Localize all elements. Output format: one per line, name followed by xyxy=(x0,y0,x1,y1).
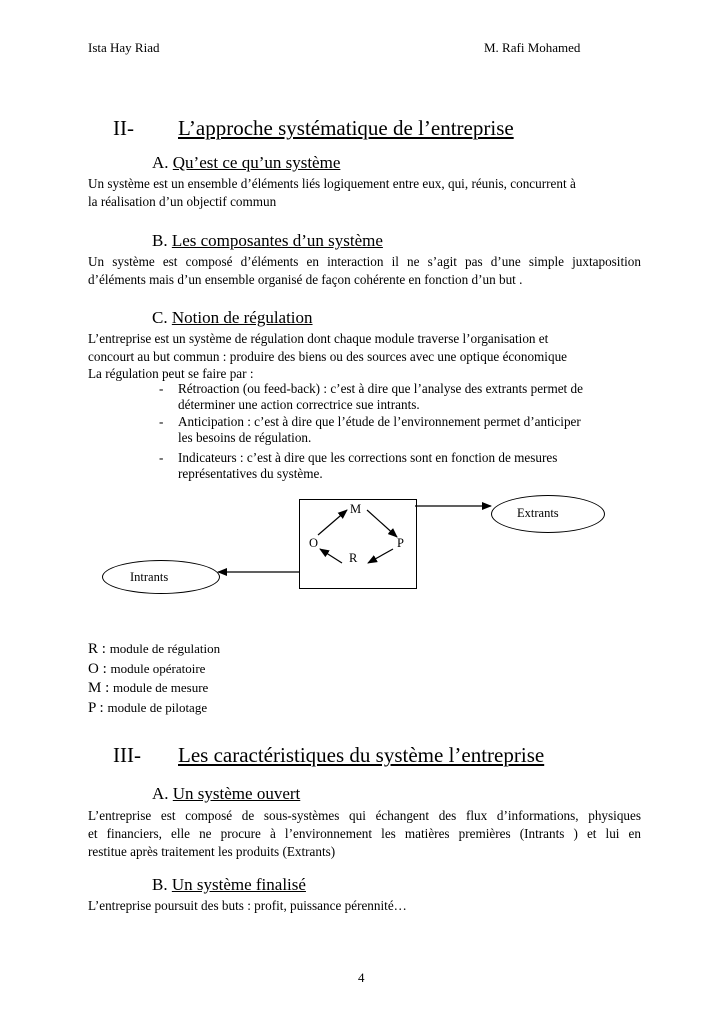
section-2-number: II- xyxy=(113,116,134,140)
bullet-2-line-1: Anticipation : c’est à dire que l’étude de l’environnement permet d’anticiper xyxy=(178,414,581,429)
legend-key: O : xyxy=(88,661,107,677)
section-2c-line-3: La régulation peut se faire par : xyxy=(88,366,254,381)
legend-item xyxy=(88,700,207,717)
node-r: R xyxy=(349,551,358,565)
legend-text: module de mesure xyxy=(113,680,209,695)
legend-item xyxy=(88,680,208,697)
node-o: O xyxy=(309,536,319,550)
node-m: M xyxy=(350,502,362,516)
section-2a-line-2: la réalisation d’un objectif commun xyxy=(88,194,277,209)
section-3a-line-3: restitue après traitement les produits (Extrants) xyxy=(88,844,336,859)
section-3b-title: Un système finalisé xyxy=(171,875,306,894)
legend-key: M : xyxy=(88,680,110,696)
section-3-title: Les caractéristiques du système l’entreprise xyxy=(178,743,545,767)
extrants-label: Extrants xyxy=(517,506,559,520)
legend-item xyxy=(88,641,220,658)
legend-text: module de pilotage xyxy=(107,700,208,715)
header-left: Ista Hay Riad xyxy=(88,40,160,55)
legend-key: R : xyxy=(88,641,106,657)
legend-text: module opératoire xyxy=(110,661,206,676)
section-3a-line-1: L’entreprise est composé de sous-systèmes qui échangent des flux d’informations, physiques xyxy=(88,808,641,823)
legend-item xyxy=(88,661,205,678)
section-3b-line-1: L’entreprise poursuit des buts : profit, puissance pérennité… xyxy=(88,898,407,913)
section-2b-title: Les composantes d’un système xyxy=(171,231,383,250)
section-2c-title: Notion de régulation xyxy=(171,308,313,327)
page-number: 4 xyxy=(358,970,365,985)
header-right: M. Rafi Mohamed xyxy=(484,40,581,55)
section-2a-title: Qu’est ce qu’un système xyxy=(172,153,341,172)
section-3a-line-2: et financiers, elle ne procure à l’environnement les matières premières (Intrants ) et lui en xyxy=(88,826,641,841)
section-2c-letter: C. xyxy=(152,308,168,327)
intrants-label: Intrants xyxy=(130,570,169,584)
section-3-number: III- xyxy=(113,743,141,767)
section-2-title: L’approche systématique de l’entreprise xyxy=(178,116,514,140)
section-2b-line-1: Un système est composé d’éléments en interaction il ne s’agit pas d’une simple juxtaposition xyxy=(88,254,641,269)
section-2c-line-1: L’entreprise est un système de régulation dont chaque module traverse l’organisation et xyxy=(88,331,549,346)
legend-key: P : xyxy=(88,700,104,716)
section-3a-title: Un système ouvert xyxy=(172,784,301,803)
bullet-marker: - xyxy=(159,414,164,429)
section-2a-letter: A. xyxy=(152,153,169,172)
section-2b-line-2: d’éléments mais d’un ensemble organisé de façon cohérente en fonction d’un but . xyxy=(88,272,523,287)
section-3b-heading xyxy=(152,875,306,895)
arrow-r-to-o xyxy=(320,549,342,563)
section-2b-letter: B. xyxy=(152,231,168,250)
section-2c-line-2: concourt au but commun : produire des biens ou des sources avec une optique économique xyxy=(88,349,568,364)
section-2a-line-1: Un système est un ensemble d’éléments liés logiquement entre eux, qui, réunis, concurrent à xyxy=(88,176,576,191)
section-3b-letter: B. xyxy=(152,875,168,894)
arrow-m-to-p xyxy=(367,510,397,537)
bullet-3-line-2: représentatives du système. xyxy=(178,466,323,481)
section-3a-letter: A. xyxy=(152,784,169,803)
bullet-1-line-1: Rétroaction (ou feed-back) : c’est à dire que l’analyse des extrants permet de xyxy=(178,381,583,396)
bullet-marker: - xyxy=(159,381,164,396)
arrow-o-to-m xyxy=(318,510,347,535)
legend-text: module de régulation xyxy=(109,641,221,656)
bullet-1-line-2: déterminer une action correctrice sue intrants. xyxy=(178,397,420,412)
arrow-p-to-r xyxy=(368,549,393,563)
bullet-3-line-1: Indicateurs : c’est à dire que les corrections sont en fonction de mesures xyxy=(178,450,558,465)
bullet-marker: - xyxy=(159,450,164,465)
bullet-2-line-2: les besoins de régulation. xyxy=(178,430,312,445)
node-p: P xyxy=(397,536,404,550)
section-3a-heading xyxy=(152,784,300,804)
